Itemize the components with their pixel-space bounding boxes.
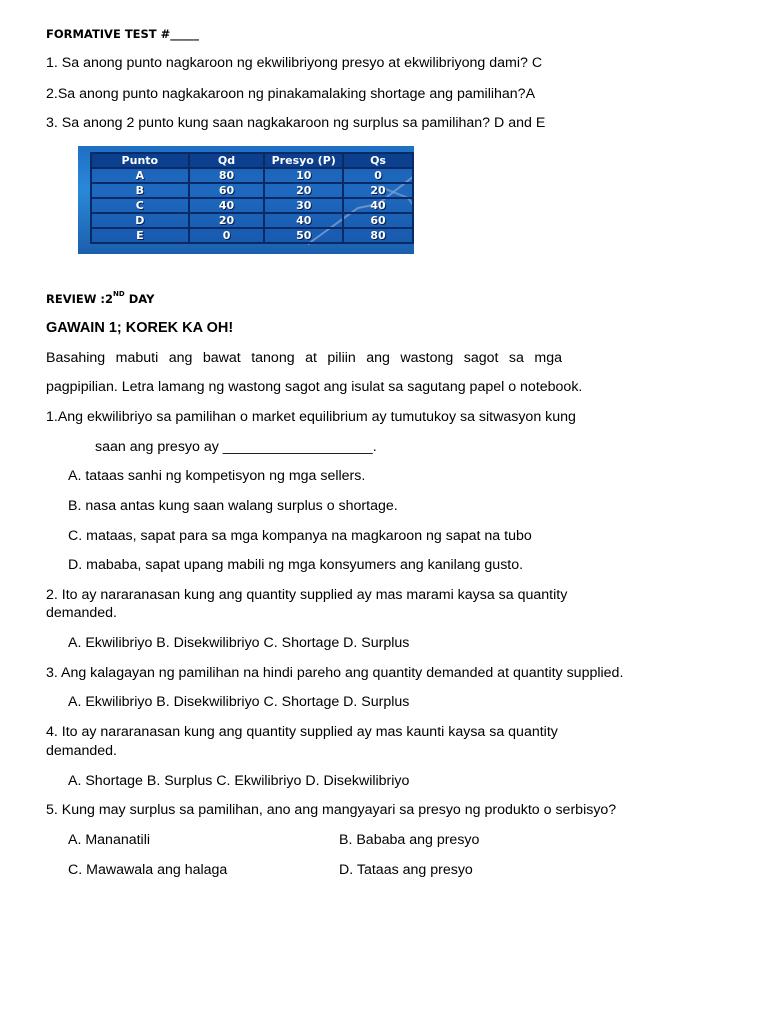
header-qd: Qd	[189, 153, 265, 168]
question-4-stem-cont: demanded.	[46, 743, 117, 759]
question-5-choice-c: C. Mawawala ang halaga	[68, 862, 228, 878]
question-3-stem: 3. Ang kalagayan ng pamilihan na hindi pareho ang quantity demanded at quantity supplied.	[46, 665, 624, 681]
question-5-choice-b: B. Bababa ang presyo	[339, 832, 480, 848]
table-row	[91, 198, 413, 213]
cell-presyo: 40	[264, 213, 343, 228]
question-5-choice-a: A. Mananatili	[68, 832, 151, 848]
header-qs: Qs	[343, 153, 413, 168]
cell-qd: 20	[189, 213, 265, 228]
question-1-choice-d: D. mababa, sapat upang mabili ng mga konsyumers ang kanilang gusto.	[68, 557, 524, 573]
cell-qs: 80	[343, 228, 413, 243]
table-row	[91, 183, 413, 198]
table-row	[91, 168, 413, 183]
review-superscript: ND	[113, 290, 125, 299]
cell-presyo: 30	[264, 198, 343, 213]
review-label	[46, 292, 154, 306]
cell-punto: E	[91, 228, 189, 243]
cell-qd: 0	[189, 228, 265, 243]
table-row	[91, 228, 413, 243]
question-1-choice-a: A. tataas sanhi ng kompetisyon ng mga sellers.	[68, 468, 366, 484]
formative-question-1: 1. Sa anong punto nagkaroon ng ekwilibriyong presyo at ekwilibriyong dami? C	[46, 55, 543, 71]
question-1-stem-cont: saan ang presyo ay ___________________.	[95, 439, 377, 455]
question-2-stem: 2. Ito ay nararanasan kung ang quantity supplied ay mas marami kaysa sa quantity	[46, 587, 568, 603]
gawain-title: GAWAIN 1; KOREK KA OH!	[46, 320, 234, 336]
question-1-stem: 1.Ang ekwilibriyo sa pamilihan o market equilibrium ay tumutukoy sa sitwasyon kung	[46, 409, 576, 425]
header-presyo: Presyo (P)	[264, 153, 343, 168]
question-1-choice-c: C. mataas, sapat para sa mga kompanya na magkaroon ng sapat na tubo	[68, 528, 532, 544]
supply-demand-table-image	[78, 146, 414, 254]
formative-question-2: 2.Sa anong punto nagkakaroon ng pinakamalaking shortage ang pamilihan?A	[46, 86, 536, 102]
cell-punto: A	[91, 168, 189, 183]
cell-qs: 40	[343, 198, 413, 213]
formative-question-3: 3. Sa anong 2 punto kung saan nagkakaroon ng surplus sa pamilihan? D and E	[46, 115, 546, 131]
cell-qs: 0	[343, 168, 413, 183]
cell-presyo: 50	[264, 228, 343, 243]
supply-demand-table	[90, 152, 414, 244]
question-1-choice-b: B. nasa antas kung saan walang surplus o shortage.	[68, 498, 398, 514]
cell-qd: 80	[189, 168, 265, 183]
formative-test-title: FORMATIVE TEST #_____	[46, 27, 200, 41]
question-4-choices: A. Shortage B. Surplus C. Ekwilibriyo D. Disekwilibriyo	[68, 773, 410, 789]
cell-qd: 60	[189, 183, 265, 198]
question-2-choices: A. Ekwilibriyo B. Disekwilibriyo C. Shortage D. Surplus	[68, 635, 410, 651]
cell-punto: D	[91, 213, 189, 228]
cell-punto: C	[91, 198, 189, 213]
question-4-stem: 4. Ito ay nararanasan kung ang quantity supplied ay mas kaunti kaysa sa quantity	[46, 724, 558, 740]
cell-qs: 20	[343, 183, 413, 198]
review-prefix: REVIEW :2	[46, 292, 114, 306]
cell-qs: 60	[343, 213, 413, 228]
cell-presyo: 20	[264, 183, 343, 198]
question-3-choices: A. Ekwilibriyo B. Disekwilibriyo C. Shortage D. Surplus	[68, 694, 410, 710]
cell-punto: B	[91, 183, 189, 198]
table-header-row	[91, 153, 413, 168]
table-row	[91, 213, 413, 228]
cell-qd: 40	[189, 198, 265, 213]
gawain-intro-line-1: Basahing mabuti ang bawat tanong at piliin ang wastong sagot sa mga	[46, 350, 562, 366]
question-5-choice-d: D. Tataas ang presyo	[339, 862, 473, 878]
question-2-stem-cont: demanded.	[46, 605, 117, 621]
header-punto: Punto	[91, 153, 189, 168]
review-suffix: DAY	[124, 292, 155, 306]
question-5-stem: 5. Kung may surplus sa pamilihan, ano ang mangyayari sa presyo ng produkto o serbisyo?	[46, 802, 617, 818]
gawain-intro-line-2: pagpipilian. Letra lamang ng wastong sagot ang isulat sa sagutang papel o notebook.	[46, 379, 583, 395]
cell-presyo: 10	[264, 168, 343, 183]
